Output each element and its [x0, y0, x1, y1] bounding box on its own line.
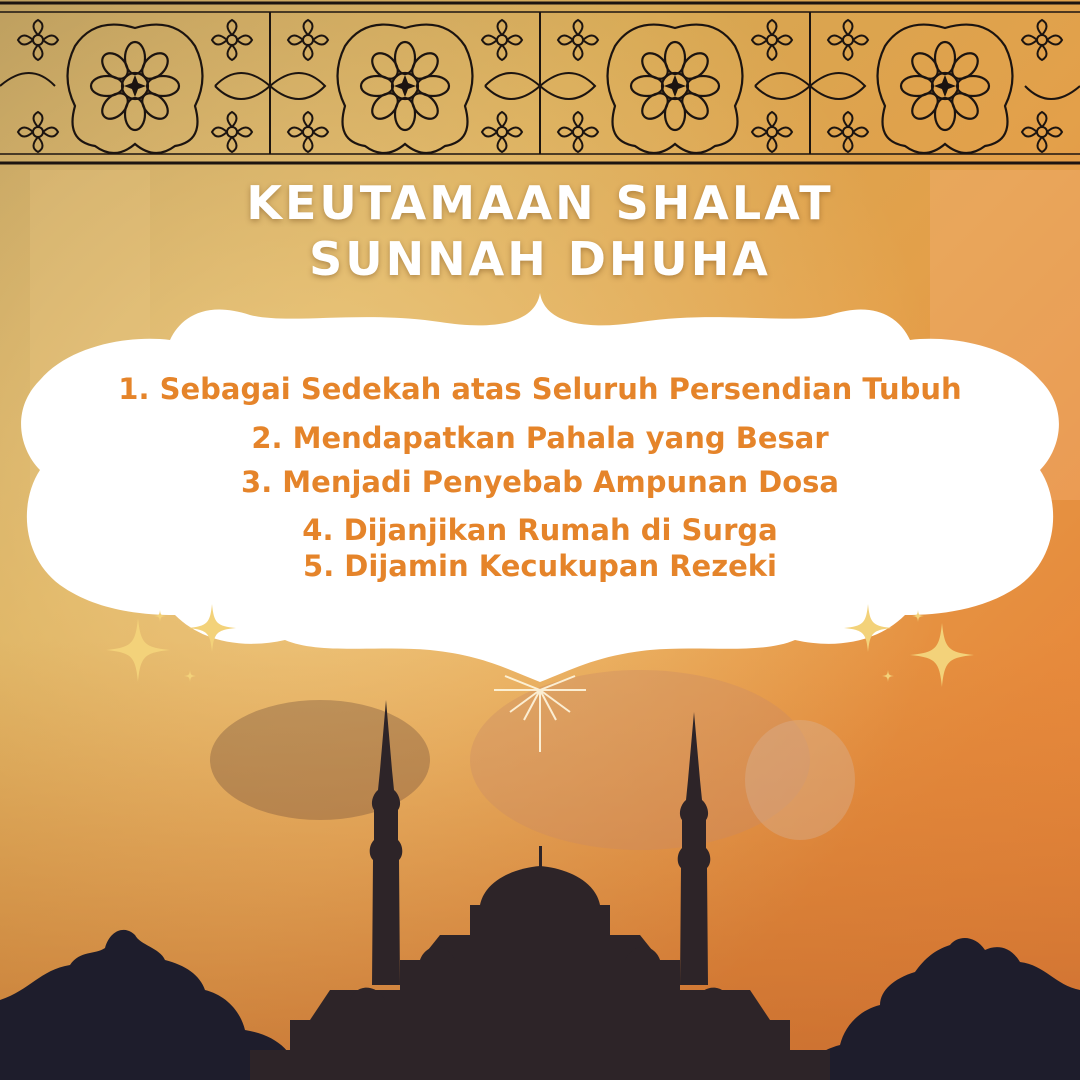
- benefit-item: 3. Menjadi Penyebab Ampunan Dosa: [241, 465, 839, 499]
- benefit-item: 4. Dijanjikan Rumah di Surga: [302, 513, 778, 547]
- sunburst-icon: [494, 676, 586, 752]
- sparkle-icon: [106, 604, 974, 687]
- title-line-2: SUNNAH DHUHA: [309, 232, 771, 286]
- benefit-item: 2. Mendapatkan Pahala yang Besar: [251, 421, 829, 455]
- benefit-item: 1. Sebagai Sedekah atas Seluruh Persendian Tubuh: [118, 372, 962, 406]
- title-line-1: KEUTAMAAN SHALAT: [246, 176, 834, 230]
- mosque-silhouette: [250, 700, 830, 1080]
- benefit-item: 5. Dijamin Kecukupan Rezeki: [303, 549, 777, 583]
